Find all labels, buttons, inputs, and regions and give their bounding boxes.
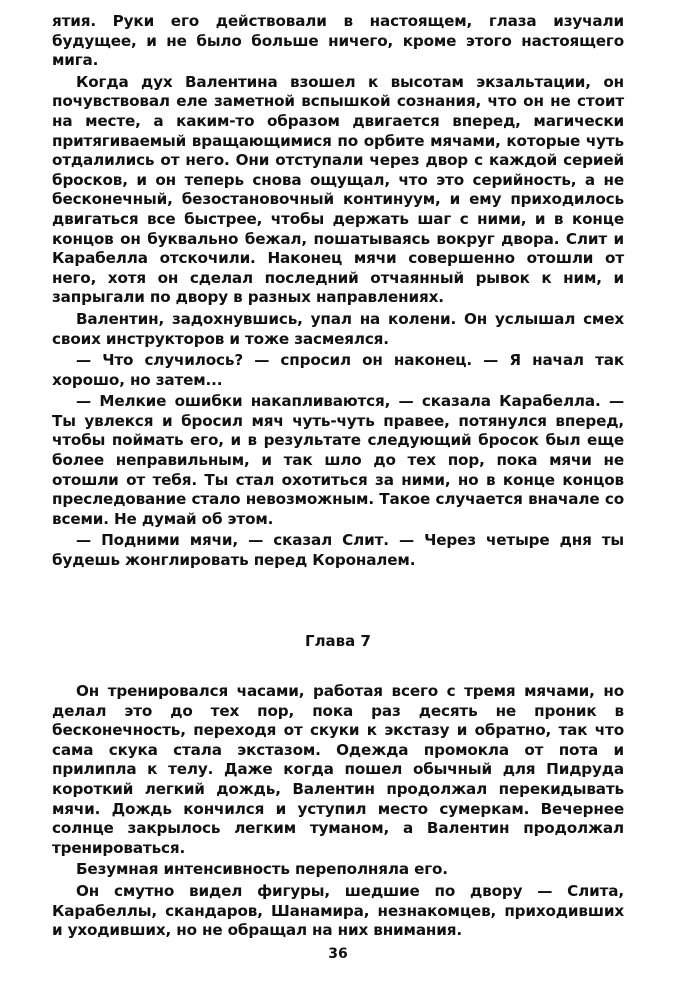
page-number: 36 [328,946,348,962]
text-block-top [52,12,624,573]
text-block-bottom [52,682,624,943]
paragraph: Когда дух Валентина взошел к высотам экзальтации, он почувствовал еле заметной вспышкой сознания, что он не стоит на месте, а каким-то образом двигается вперед, магически притягиваемый вращающимися по орбите мячами, которые чуть отдалились от него. Они отступали через двор с каждой серией бросков, и он теперь снова ощущал, что это серийность, а не бесконечный, безостановочный континуум, и ему приходилось двигаться все быстрее, чтобы держать шаг с ними, и в конце концов он буквально бежал, пошатываясь вокруг двора. Слит и Карабелла отскочили. Наконец мячи совершенно отошли от него, хотя он сделал последний отчаянный рывок к ним, и запрыгали по двору в разных направлениях. [52,72,624,307]
paragraph: — Подними мячи, — сказал Слит. — Через четыре дня ты будешь жонглировать перед Короналем. [52,531,624,570]
paragraph: — Что случилось? — спросил он наконец. — Я начал так хорошо, но затем... [52,351,624,389]
chapter-title: Глава 7 [305,632,371,650]
paragraph: Он тренировался часами, работая всего с тремя мячами, но делал это до тех пор, пока раз десять не проник в бесконечность, переходя от скуки к экстазу и обратно, так что сама скука стала экстазом. Одежда промокла от пота и прилипла к телу. Даже когда пошел обычный для Пидруда короткий легкий дождь, Валентин продолжал перекидывать мячи. Дождь кончился и уступил место сумеркам. Вечернее солнце закрылось легким туманом, а Валентин продолжал тренироваться. [52,682,624,857]
paragraph: ятия. Руки его действовали в настоящем, глаза изучали будущее, и не было больше ничего, кроме этого настоящего мига. [52,12,624,70]
paragraph: — Мелкие ошибки накапливаются, — сказала Карабелла. — Ты увлекся и бросил мяч чуть-чуть правее, потянулся вперед, чтобы поймать его, и в результате следующий бросок был еще более неправильным, и так шло до тех пор, пока мячи не отошли от тебя. Ты стал охотиться за ними, но в конце концов преследование стало невозможным. Такое случается вначале со всеми. Не думай об этом. [52,392,624,528]
paragraph: Валентин, задохнувшись, упал на колени. Он услышал смех своих инструкторов и тоже засмеялся. [52,309,624,348]
paragraph: Безумная интенсивность переполняла его. [76,860,448,879]
paragraph: Он смутно видел фигуры, шедшие по двору — Слита, Карабеллы, скандаров, Шанамира, незнакомцев, приходивших и уходивших, но не обращал на них внимания. [52,881,624,940]
